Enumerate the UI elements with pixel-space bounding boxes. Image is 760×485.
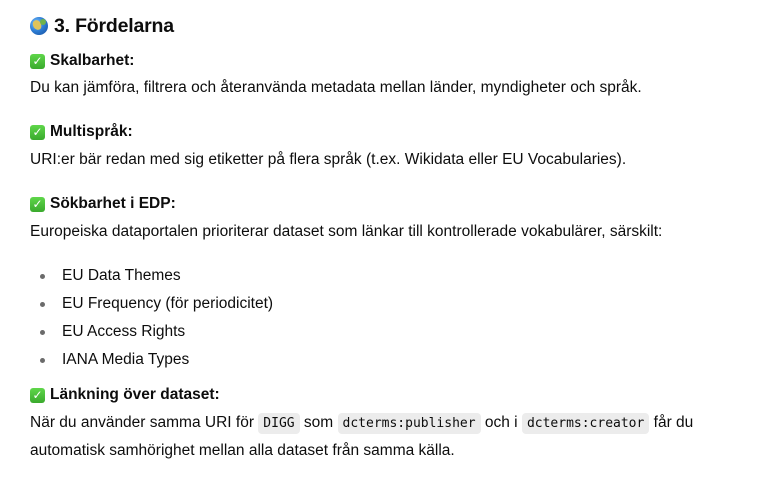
list-item xyxy=(30,262,273,290)
vocabulary-list xyxy=(30,262,273,374)
text-segment: och i xyxy=(480,414,522,431)
check-mark-icon: ✓ xyxy=(30,125,45,140)
globe-icon xyxy=(30,17,48,35)
text-segment: När du använder samma URI för xyxy=(30,414,259,431)
list-item-label: EU Access Rights xyxy=(62,323,186,340)
text-segment: får du xyxy=(649,414,694,431)
benefit-text-multisprak: URI:er bär redan med sig etiketter på flera språk (t.ex. Wikidata eller EU Vocabularies). xyxy=(30,151,627,168)
list-item-label: IANA Media Types xyxy=(62,351,190,368)
inline-code-creator: dcterms:creator xyxy=(522,413,649,434)
benefit-heading-label: Multispråk: xyxy=(50,123,133,140)
benefit-heading-skalbarhet xyxy=(30,50,134,72)
benefit-heading-lankning xyxy=(30,384,220,406)
section-title: 3. Fördelarna xyxy=(54,14,174,37)
benefit-heading-multisprak xyxy=(30,121,133,143)
benefit-heading-label: Skalbarhet: xyxy=(50,52,135,69)
bullet-icon xyxy=(40,330,45,335)
benefit-heading-label: Sökbarhet i EDP: xyxy=(50,195,176,212)
bullet-icon xyxy=(40,302,45,307)
inline-code-digg: DIGG xyxy=(258,413,299,434)
list-item-label: EU Frequency (för periodicitet) xyxy=(62,295,274,312)
benefit-text-lankning-line2: automatisk samhörighet mellan alla dataset från samma källa. xyxy=(30,442,455,459)
check-mark-icon: ✓ xyxy=(30,54,45,69)
bullet-icon xyxy=(40,274,45,279)
check-mark-icon: ✓ xyxy=(30,388,45,403)
benefit-heading-sokbarhet xyxy=(30,193,176,215)
inline-code-publisher: dcterms:publisher xyxy=(338,413,481,434)
text-segment: som xyxy=(299,414,338,431)
list-item xyxy=(30,290,273,318)
benefit-text-lankning xyxy=(30,409,693,438)
list-item xyxy=(30,318,273,346)
benefit-heading-label: Länkning över dataset: xyxy=(50,386,220,403)
list-item xyxy=(30,346,273,374)
list-item-label: EU Data Themes xyxy=(62,267,181,284)
check-mark-icon: ✓ xyxy=(30,197,45,212)
benefit-text-sokbarhet: Europeiska dataportalen prioriterar dataset som länkar till kontrollerade vokabulärer, särskilt: xyxy=(30,223,663,240)
benefit-text-skalbarhet: Du kan jämföra, filtrera och återanvända metadata mellan länder, myndigheter och språk. xyxy=(30,79,642,96)
section-heading xyxy=(30,12,174,40)
bullet-icon xyxy=(40,358,45,363)
